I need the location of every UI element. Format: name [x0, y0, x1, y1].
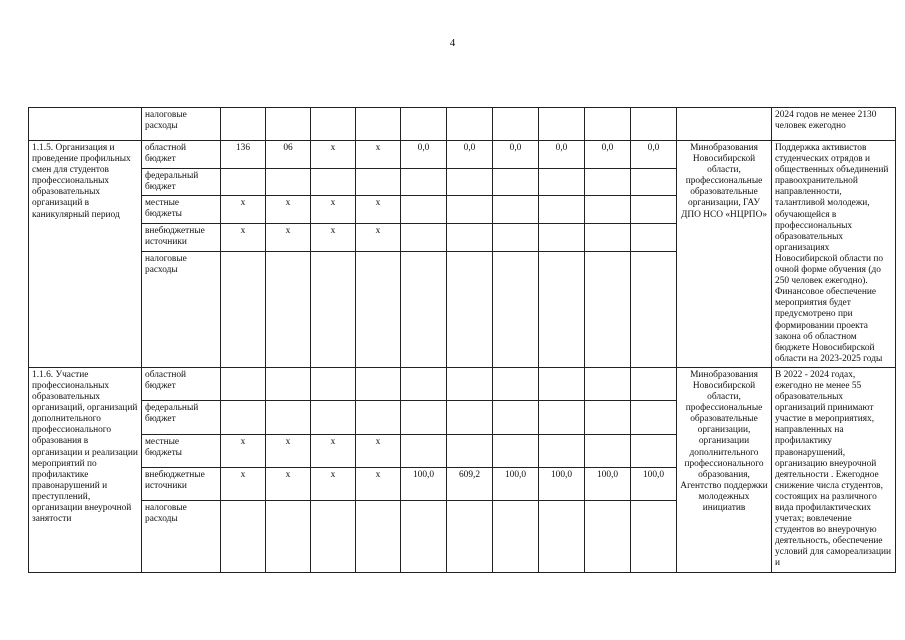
value-cell	[401, 196, 447, 224]
fin-source-cell: внебюджетные источники	[142, 467, 221, 500]
value-cell	[585, 196, 631, 224]
value-cell: x	[221, 467, 266, 500]
value-cell	[447, 168, 493, 196]
value-cell: x	[356, 467, 401, 500]
measure-name-cell: 1.1.6. Участие профессиональных образовательных организаций, организаций дополнительного профессионального образования в организации и реализации мероприятий по профилактике правонарушений и преступлений, организации внеурочной занятости	[29, 367, 142, 572]
fin-source-cell: федеральный бюджет	[142, 168, 221, 196]
table-row	[29, 367, 896, 400]
fin-source-cell: областной бюджет	[142, 367, 221, 400]
fin-source-cell: областной бюджет	[142, 141, 221, 169]
value-cell	[266, 501, 311, 572]
value-cell: x	[221, 434, 266, 467]
value-cell	[493, 434, 539, 467]
value-cell	[493, 224, 539, 252]
fin-source-cell: налоговые расходы	[142, 251, 221, 367]
value-cell	[585, 224, 631, 252]
value-cell	[631, 401, 677, 434]
value-cell	[401, 224, 447, 252]
value-cell: x	[266, 196, 311, 224]
value-cell	[631, 434, 677, 467]
value-cell: x	[266, 467, 311, 500]
value-cell	[266, 251, 311, 367]
executor-cell: Минобразования Новосибирской области, профессиональные образовательные организации, ГАУ ДПО НСО «НЦРПО»	[677, 141, 772, 368]
table-row	[29, 141, 896, 169]
table-row	[29, 108, 896, 141]
value-cell	[356, 501, 401, 572]
value-cell	[539, 367, 585, 400]
value-cell: 136	[221, 141, 266, 169]
value-cell	[221, 401, 266, 434]
value-cell: 100,0	[539, 467, 585, 500]
value-cell	[221, 367, 266, 400]
value-cell	[631, 196, 677, 224]
value-cell	[539, 501, 585, 572]
value-cell: x	[311, 196, 356, 224]
value-cell: x	[266, 224, 311, 252]
measure-name-cell: 1.1.5. Организация и проведение профильных смен для студентов профессиональных образовательных организаций в каникулярный период	[29, 141, 142, 368]
measure-cell-empty	[29, 108, 142, 141]
value-cell	[493, 196, 539, 224]
value-cell	[401, 168, 447, 196]
result-cell: Поддержка активистов студенческих отрядов и общественных объединений правоохранительной направленности, талантливой молодежи, обучающейся в профессиональных образовательных организациях Новосибирской области по очной форме обучения (до 250 человек ежегодно). Финансовое обеспечение мероприятия будет предусмотрено при формировании проекта закона об областном бюджете Новосибирской области на 2023-2025 годы	[772, 141, 896, 368]
value-cell: 0,0	[585, 141, 631, 169]
value-cell	[493, 251, 539, 367]
fin-source-cell: налоговые расходы	[142, 501, 221, 572]
value-cell	[585, 367, 631, 400]
value-cell: 0,0	[539, 141, 585, 169]
fin-source-cell: внебюджетные источники	[142, 224, 221, 252]
value-cell	[631, 501, 677, 572]
value-cell: x	[356, 141, 401, 169]
value-cell: x	[311, 224, 356, 252]
value-cell: x	[266, 434, 311, 467]
value-cell	[631, 224, 677, 252]
value-cell	[221, 168, 266, 196]
fin-source-cell: налоговые расходы	[142, 108, 221, 141]
value-cell	[539, 168, 585, 196]
fin-source-cell: местные бюджеты	[142, 196, 221, 224]
value-cell	[356, 168, 401, 196]
value-cell: x	[356, 434, 401, 467]
value-cell: 100,0	[401, 467, 447, 500]
value-cell	[447, 196, 493, 224]
value-cell	[356, 367, 401, 400]
value-cell	[447, 251, 493, 367]
value-cell	[447, 224, 493, 252]
value-cell	[447, 434, 493, 467]
value-cell	[401, 501, 447, 572]
value-cell	[401, 401, 447, 434]
value-cell	[585, 434, 631, 467]
value-cell: 609,2	[447, 467, 493, 500]
executor-cell: Минобразования Новосибирской области, профессиональные образовательные организации, организации дополнительного профессионального образования, Агентство поддержки молодежных инициатив	[677, 367, 772, 572]
value-cell	[585, 401, 631, 434]
value-cell: 0,0	[401, 141, 447, 169]
executor-cell-empty	[677, 108, 772, 141]
value-cell: x	[221, 196, 266, 224]
value-cell	[539, 196, 585, 224]
value-cell	[311, 251, 356, 367]
value-cell	[356, 251, 401, 367]
value-cell	[356, 401, 401, 434]
value-cell	[493, 168, 539, 196]
value-cell	[401, 434, 447, 467]
value-cell: x	[356, 224, 401, 252]
value-cell	[266, 168, 311, 196]
value-cell: 0,0	[493, 141, 539, 169]
value-cell	[447, 401, 493, 434]
value-cell: x	[311, 434, 356, 467]
value-cell: 100,0	[631, 467, 677, 500]
fin-source-cell: местные бюджеты	[142, 434, 221, 467]
value-cell	[311, 401, 356, 434]
page-number: 4	[449, 37, 456, 49]
value-cell	[493, 401, 539, 434]
value-cell	[311, 501, 356, 572]
result-cell: В 2022 - 2024 годах, ежегодно не менее 55 образовательных организаций принимают участие в мероприятиях, направленных на профилактику правонарушений, организацию внеурочной деятельности . Ежегодное снижение числа студентов, состоящих на различного вида профилактических учетах; вовлечение студентов во внеурочную деятельность, обеспечение условий для самореализации и	[772, 367, 896, 572]
value-cell: 0,0	[631, 141, 677, 169]
value-cell	[631, 251, 677, 367]
value-cell	[539, 251, 585, 367]
value-cell	[311, 168, 356, 196]
value-cell: x	[311, 467, 356, 500]
value-cell	[539, 224, 585, 252]
value-cell	[221, 501, 266, 572]
value-cell	[631, 367, 677, 400]
value-cell	[493, 501, 539, 572]
value-cell	[266, 367, 311, 400]
value-cell	[585, 501, 631, 572]
value-cell	[311, 367, 356, 400]
value-cell	[447, 501, 493, 572]
value-cell: x	[311, 141, 356, 169]
result-cell: 2024 годов не менее 2130 человек ежегодно	[772, 108, 896, 141]
value-cell	[266, 401, 311, 434]
value-cell	[539, 401, 585, 434]
value-cell	[585, 168, 631, 196]
fin-source-cell: федеральный бюджет	[142, 401, 221, 434]
value-cell	[401, 367, 447, 400]
value-cell: x	[221, 224, 266, 252]
value-cell	[631, 168, 677, 196]
value-cell	[401, 251, 447, 367]
value-cell: 100,0	[493, 467, 539, 500]
value-cell: x	[356, 196, 401, 224]
value-cell	[585, 251, 631, 367]
value-cell	[539, 434, 585, 467]
value-cell: 100,0	[585, 467, 631, 500]
value-cell: 0,0	[447, 141, 493, 169]
program-table	[28, 107, 896, 573]
value-cell	[221, 251, 266, 367]
value-cell: 06	[266, 141, 311, 169]
value-cell	[447, 367, 493, 400]
value-cell	[493, 367, 539, 400]
